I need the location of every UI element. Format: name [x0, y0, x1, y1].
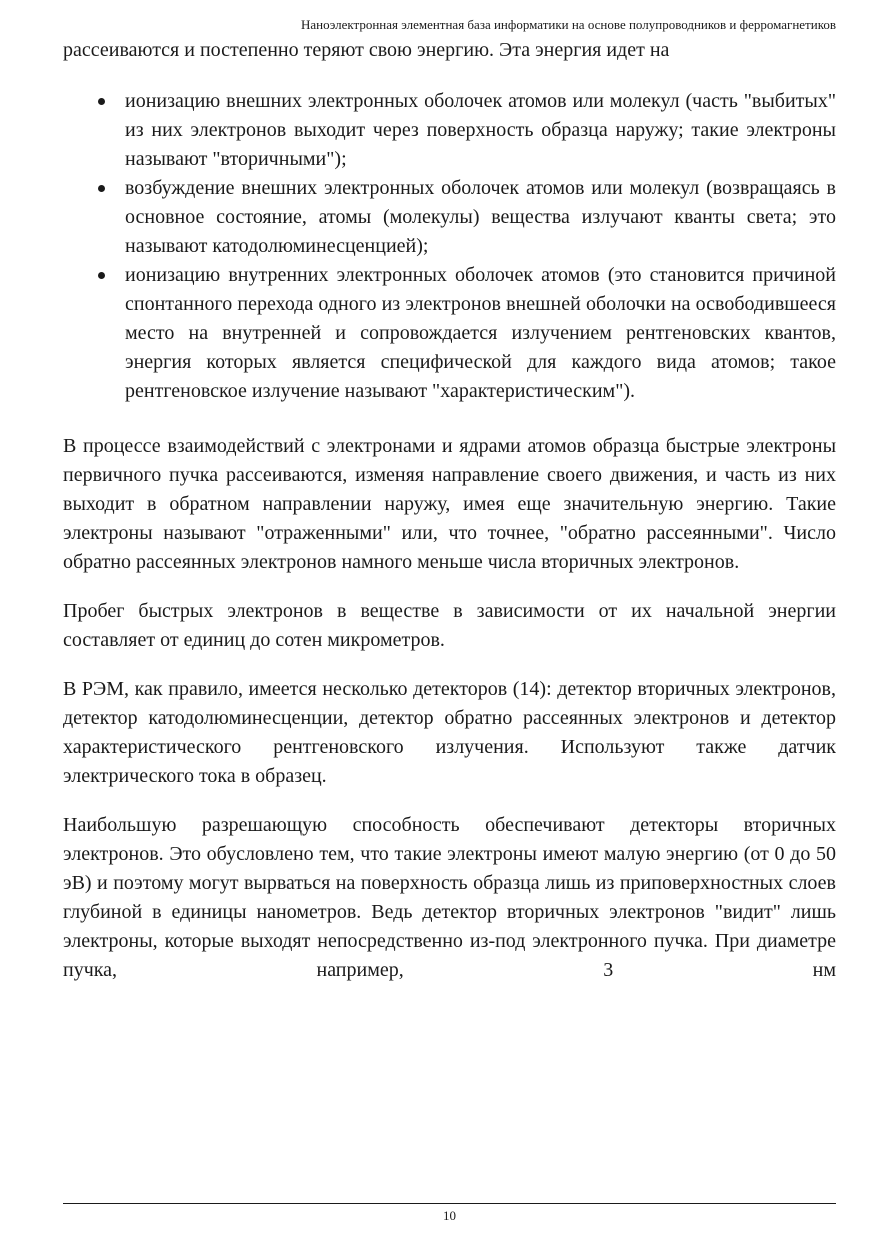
paragraph-detectors: В РЭМ, как правило, имеется несколько детекторов (14): детектор вторичных электронов, детектор катодолюминесценции, детектор обратно рассеянных электронов и детектор характеристического рентгеновского излучения. Используют также датчик электрического тока в образец. [63, 678, 836, 787]
bullet-item [125, 174, 836, 261]
bullet-text: ионизацию внешних электронных оболочек атомов или молекул (часть "выбитых" из них электронов выходит через поверхность образца наружу; такие электроны называют "вторичными"); [125, 90, 836, 170]
body-text [63, 36, 836, 1005]
bullet-item [125, 261, 836, 406]
bullet-dot-icon [98, 185, 105, 192]
footer-divider [63, 1203, 836, 1204]
bullet-dot-icon [98, 272, 105, 279]
page-number: 10 [443, 1208, 456, 1223]
bullet-dot-icon [98, 98, 105, 105]
paragraph-backscatter: В процессе взаимодействий с электронами и ядрами атомов образца быстрые электроны первичного пучка рассеиваются, изменяя направление своего движения, и часть из них выходит в обратном направлении наружу, имея еще значительную энергию. Такие электроны называют "отраженными" или, что точнее, "обратно рассеянными". Число обратно рассеянных электронов намного меньше числа вторичных электронов. [63, 435, 836, 573]
bullet-list [63, 87, 836, 406]
bullet-text: возбуждение внешних электронных оболочек атомов или молекул (возвращаясь в основное состояние, атомы (молекулы) вещества излучают кванты света; это называют катодолюминесценцией); [125, 177, 836, 257]
intro-line: рассеиваются и постепенно теряют свою энергию. Эта энергия идет на [63, 39, 670, 61]
paragraph-range: Пробег быстрых электронов в веществе в зависимости от их начальной энергии составляет от единиц до сотен микрометров. [63, 600, 836, 651]
running-header: Наноэлектронная элементная база информатики на основе полупроводников и ферромагнетиков [300, 17, 836, 32]
paragraph-resolution: Наибольшую разрешающую способность обеспечивают детекторы вторичных электронов. Это обусловлено тем, что такие электроны имеют малую энергию (от 0 до 50 эВ) и поэтому могут вырваться на поверхность образца лишь из приповерхностных слоев глубиной в единицы нанометров. Ведь детектор вторичных электронов "видит" лишь электроны, которые выходят непосредственно из-под электронного пучка. При диаметре пучка, например, 3 нм [63, 814, 836, 981]
bullet-item [125, 87, 836, 174]
document-page [63, 0, 836, 1241]
bullet-text: ионизацию внутренних электронных оболочек атомов (это становится причиной спонтанного перехода одного из электронов внешней оболочки на освободившееся место на внутренней и сопровождается излучением рентгеновских квантов, энергия которых является специфической для каждого вида атомов; такое рентгеновское излучение называют "характеристическим"). [125, 264, 836, 402]
